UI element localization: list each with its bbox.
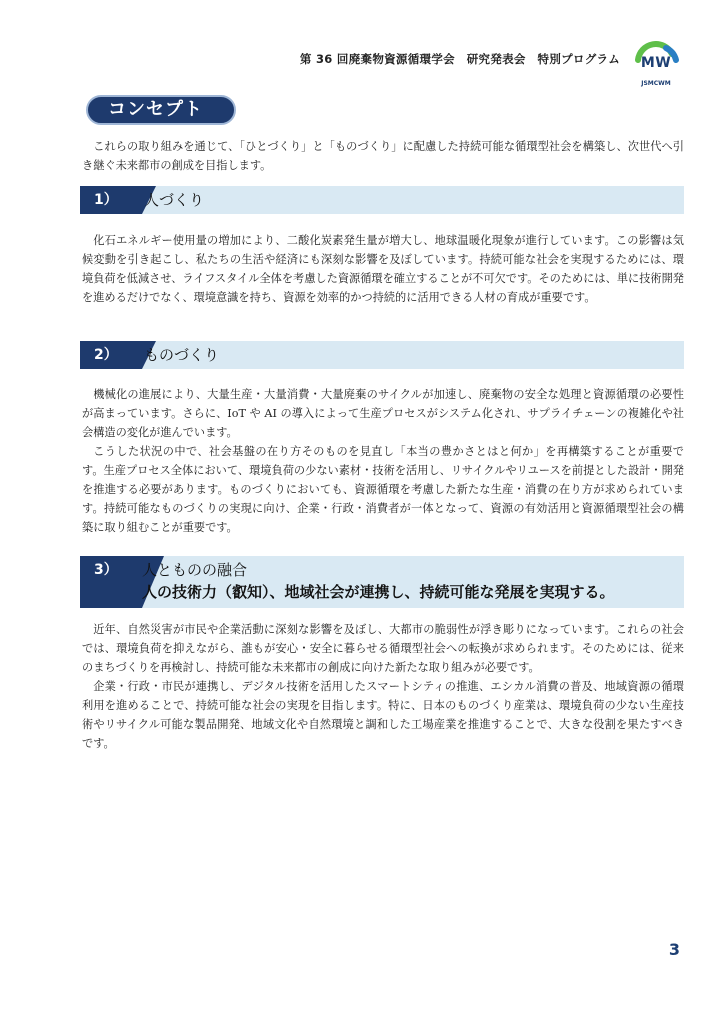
section-3-subtitle: 人の技術力（叡知）、地域社会が連携し、持続可能な発展を実現する。 [142, 583, 615, 601]
section-2-number: 2） [80, 341, 142, 369]
section-3-title-block [142, 559, 615, 601]
section-3-header [80, 556, 684, 608]
section-1-header [80, 186, 684, 214]
section-3-body [82, 620, 684, 753]
header-title: 第 36 回廃棄物資源循環学会 研究発表会 特別プログラム [299, 52, 620, 66]
section-3-title: 人とものの融合 [142, 561, 248, 579]
section-1-paragraph-1: 化石エネルギー使用量の増加により、二酸化炭素発生量が増大し、地球温暖化現象が進行しています。この影響は気候変動を引き起こし、私たちの生活や経済にも深刻な影響を及ぼしています。持続可能な社会を実現するためには、環境負荷を低減させ、ライフスタイル全体を考慮した資源循環を確立することが不可欠です。そのためには、単に技術開発を進めるだけでなく、環境意識を持ち、資源を効率的かつ持続的に活用できる人材の育成が重要です。 [82, 234, 684, 304]
section-1-number: 1） [80, 186, 142, 214]
section-1-title: 人づくり [144, 191, 205, 209]
section-2-paragraph-2: こうした状況の中で、社会基盤の在り方そのものを見直し「本当の豊かさとはと何か」を再構築することが重要です。生産プロセス全体において、環境負荷の少ない素材・技術を活用し、リサイクルやリユースを前提とした設計・開発を推進する必要があります。ものづくりにおいても、資源循環を考慮した新たな生産・消費の在り方が求められています。持続可能なものづくりの実現に向け、企業・行政・消費者が一体となって、資源の有効活用と資源循環型社会の構築に取り組むことが重要です。 [82, 445, 684, 534]
logo-subtext: JSMCWM [641, 80, 671, 87]
section-2-title: ものづくり [144, 346, 220, 364]
section-1-body [82, 231, 684, 307]
page-number: 3 [668, 940, 680, 959]
section-3-paragraph-1: 近年、自然災害が市民や企業活動に深刻な影響を及ぼし、大都市の脆弱性が浮き彫りになっています。これらの社会では、環境負荷を抑えながら、誰もが安心・安全に暮らせる循環型社会への転換が求められます。そのためには、従来のまちづくりを再検討し、持続可能な未来都市の創成に向けた新たな取り組みが必要です。 [82, 623, 684, 674]
concept-intro-text: これらの取り組みを通じて、「ひとづくり」と「ものづくり」に配慮した持続可能な循環型社会を構築し、次世代へ引き継ぐ未来都市の創成を目指します。 [82, 140, 684, 172]
section-2-body [82, 385, 684, 537]
section-2-paragraph-1: 機械化の進展により、大量生産・大量消費・大量廃棄のサイクルが加速し、廃棄物の安全な処理と資源循環の必要性が高まっています。さらに、IoT や AI の導入によって生産プロセスがシステム化され、サプライチェーンの複雑化や社会構造の変化が進んでいます。 [82, 388, 684, 439]
concept-intro [82, 137, 684, 175]
section-3-paragraph-2: 企業・行政・市民が連携し、デジタル技術を活用したスマートシティの推進、エシカル消費の普及、地域資源の循環利用を進めることで、持続可能な社会の実現を目指します。特に、日本のものづくり産業は、環境負荷の少ない生産技術やリサイクル可能な製品開発、地域文化や自然環境と調和した工場産業を推進することで、大きな役割を果たすべきです。 [82, 680, 684, 750]
section-2-header [80, 341, 684, 369]
concept-heading: コンセプト [86, 95, 236, 125]
section-3-number: 3） [80, 556, 142, 608]
logo-text: MW [640, 55, 672, 71]
